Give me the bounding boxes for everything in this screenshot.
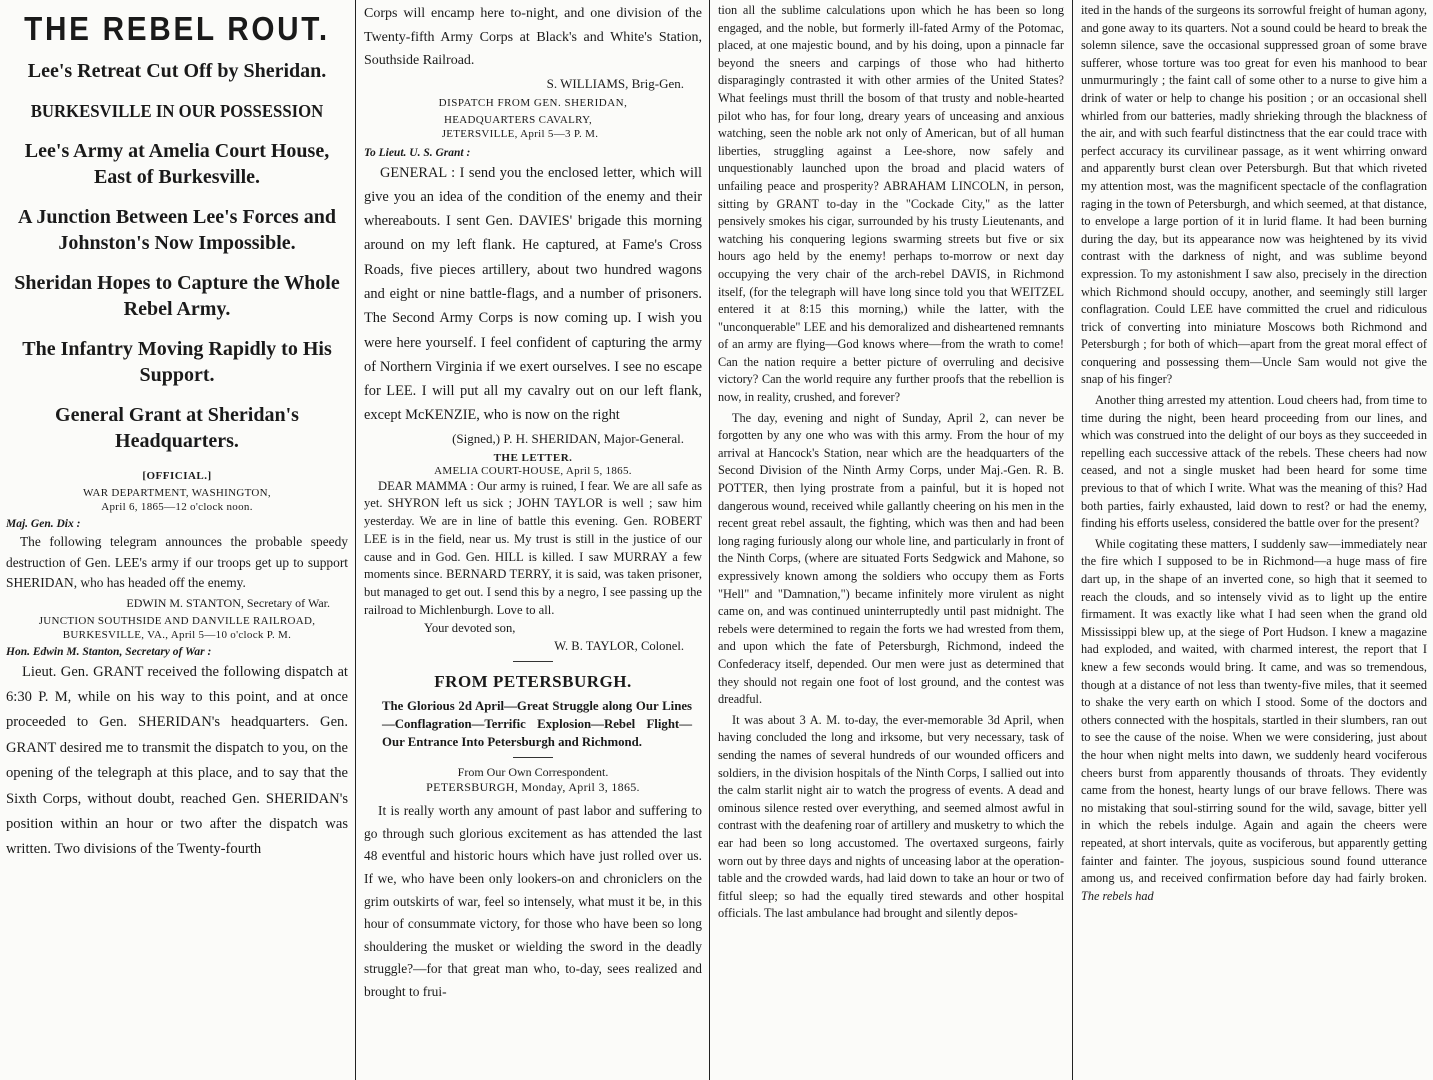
deck-capture: Sheridan Hopes to Capture the Whole Rebel Army. — [14, 272, 340, 320]
deck-grant: General Grant at Sheridan's Headquarters. — [55, 404, 299, 452]
correspondent-line: From Our Own Correspondent. — [457, 765, 609, 780]
deck-burkesville: BURKESVILLE IN OUR POSSESSION — [30, 101, 324, 121]
column-rule-2 — [709, 0, 710, 1080]
column-4 — [1075, 0, 1433, 1080]
column-1 — [0, 0, 354, 1080]
explosion-text: While cogitating these matters, I suddenly saw—immediately near the fire which I supposed to be in Richmond—a huge mass of fire dart up, in the shape of an inverted cone, so high that it seemed to reach the clouds, and so intensely vivid as to light up the entire firmament. It was exactly like what I had seen when the grand old Mississippi blew up, at the siege of Port Hudson. I knew a magazine had exploded, and waited, with charmed interest, the report that I knew a few seconds would bring. It came, and was so tremendous, though at a distance of not less than twenty-five miles, that it seemed to shake the very earth on which I stood. Some of the doctors and others connected with the hospitals, startled in their slumbers, ran out to see the cause of the noise. When we were considering, just about the hour when night melts into dawn, we suddenly heard vociferous cheers burst from apparently thousands of throats. They evidently came from the honest, hearty lungs of our brave fellows. There was no mistaking that soul-stirring sound for the wild, savage, bitter yell in which the rebels indulge. Again and again the cheers were repeated, at short intervals, quite as vociferous, but apparently getting fainter and fainter. The joyous, suspicious sound found utterance among us, and received confirmation before day had fairly broken. — [1081, 536, 1427, 886]
dateline-war-dept-time: April 6, 1865—12 o'clock noon. — [101, 501, 253, 513]
dateline-jetersville: JETERSVILLE, April 5—3 P. M. — [441, 127, 599, 140]
paragraph-april-2: The day, evening and night of Sunday, April 2, can never be forgotten by any one who was with this army. From the hour of my arrival at Hancock's Station, near which are the headquarters of the Second Division of the Ninth Army Corps, under Maj.-Gen. R. B. POTTER, then lying prostrate from a painful, but it is hoped not dangerous wound, received while gallantly cheering on his men in the recent great rebel assault, the fighting, which was then and had been long raging furiously along our whole line, and particularly in front of the Ninth Corps, (where are situated Forts Sedgwick and Mahone, so expressively known among the soldiers who occupy them as Forts "Hell" and "Damnation,") became infinitely more virulent as night came on, and was continued uninterruptedly until past midnight. The rebels were determined to regain the forts we had wrested from them, and upon which the fate of Petersburgh, Richmond, indeed the Confederacy itself, depended. Our men were just as determined that they should not regain one foot of lost ground, and the contest was dreadful. — [718, 410, 1064, 707]
paragraph-loud-cheers: Another thing arrested my attention. Loud cheers had, from time to time during the night, been heard proceeding from our lines, and which was construed into the delight of our boys as they succeeded in repelling each successive attack of the rebels. These cheers had now ceased, and not a single musket had been heard for some time previous to that of which I write. What was the meaning of this? Had both parties, fairly exhausted, laid down to rest? or had the enemy, finding his efforts useless, considered the battle over for the present? — [1081, 393, 1427, 531]
paragraph-sorrowful-freight: ited in the hands of the surgeons its sorrowful freight of human agony, and gone away to its quarters. Not a sound could be heard to break the solemn silence, save the occasional suppressed groan of some brave sufferer, whose torture was too great for even his manhood to bear unmurmuringly ; the faint call of some other to a nurse to give him a drink of water or help to change his position ; or an occasional shell whirled from our batteries, madly shrieking through the blackness of the air, and with such fearful distinctness that the ear could trace with perfect accuracy its curvilinear passage, as it went whirring onward and apparently burst clean over Petersburgh. But that which riveted my attention most, was the magnificent spectacle of the conflagration raging in the town of Petersburgh, and which seemed, at that distance, to envelope a large portion of it in lurid flame. It had been burning during the day, but its appearance now was heightened by its vivid contrast with the darkness of night, and was sublime beyond expression. To my astonishment I saw also, precisely in the direction which Richmond should occupy, another, and seemingly still larger conflagration. Could LEE have committed the cruel and ridiculous trick of converting into miniature Moscows both Richmond and Petersburgh ; for both of which—apart from the great moral effect of conquering and possessing them—Uncle Sam would not give the snap of his finger? — [1081, 3, 1427, 387]
paragraph-explosion — [1081, 536, 1427, 905]
paragraph-worth-labor: It is really worth any amount of past labor and suffering to go through such glorious excitement as has attended the last 48 eventful and historic hours which have just rolled over us. If we, who have been only lookers-on and chroniclers on the grim outskirts of war, feel so intensely, what must it be, in this hour of consummate victory, for those who have been so long shouldering the musket or wielding the sword in the deadly struggle?—for that great man who, to-day, sees realized and brought to frui- — [364, 803, 702, 999]
from-petersburgh-deck: The Glorious 2d April—Great Struggle along Our Lines—Conflagration—Terrific Explosion—Rebel Flight—Our Entrance Into Petersburgh and Richmond. — [382, 699, 692, 749]
dateline-burkesville: BURKESVILLE, VA., April 5—10 o'clock P. M. — [62, 628, 292, 641]
paragraph-3am: It was about 3 A. M. to-day, the ever-memorable 3d April, when having concluded the long and irksome, but very necessary, task of sending the names of several hundreds of our wounded officers and soldiers, in the division hospitals of the Ninth Corps, I sallied out into the calm starlit night air to watch the progress of events. A dead and ominous silence rested over everything, and seemed almost awful in contrast with the deafening roar of artillery and musketry to which the ear had been so long accustomed. The overtaxed surgeons, fairly worn out by three days and nights of unceasing labor at the operation-table and the crowded wards, had laid down to take an hour or two of fitful sleep; so had the equally tired stewards and other hospital officials. The last ambulance had brought and silently depos- — [718, 712, 1064, 921]
section-divider — [513, 661, 553, 662]
paragraph-letter: DEAR MAMMA : Our army is ruined, I fear. We are all safe as yet. SHYRON left us sick ; JOHN TAYLOR is well ; saw him yesterday. We are in line of battle this evening. Gen. ROBERT LEE is in the field, near us. My trust is still in the justice of our cause and in God. Gen. HILL is killed. I saw MURRAY a few moments since. BERNARD TERRY, it is said, was taken prisoner, but managed to get out. I send this by a negro, I see passing up the railroad to Michlenburgh. Love to all. — [364, 478, 702, 617]
dispatch-heading: DISPATCH FROM GEN. SHERIDAN, — [438, 96, 628, 109]
column-rule-3 — [1072, 0, 1073, 1080]
letter-heading: THE LETTER. — [493, 451, 573, 464]
main-headline: THE REBEL ROUT. — [24, 10, 330, 47]
salute-dix: Maj. Gen. Dix : — [6, 518, 81, 530]
paragraph-sublime-calculations: tion all the sublime calculations upon which he has been so long engaged, and the noble, but formerly ill-fated Army of the Potomac, placed, at one majestic bound, and by his doing, upon a pinnacle far beyond the sneers and carpings of those who had hitherto disparagingly contrasted it with other armies of the United States? What feelings must thrill the bosom of that trusty and noble-hearted pilot who has, for four long, dreary years of unceasing and anxious watching, seen the noble ark not only of American, but of all human liberties, struggling against a Lee-shore, now safely and unquestionably launched upon the broad and placid waters of unfailing peace and prosperity? ABRAHAM LINCOLN, in person, sitting by GRANT to-day in the "Cockade City," as the latter pensively smokes his cigar, surrounded by his trusty Lieutenants, and watching his conquering legions swarming streets but five or six hours ago held by the enemy! perhaps to-morrow or next day occupying the very chair of the arch-rebel DAVIS, in Richmond itself, (for the telegraph will have long since told you that WEITZEL entered it at 8:15 this morning,) while the latter, with the "unconquerable" LEE and his demoralized and disheartened remnants of an army are flying—God knows where—from the wrath to come! Can the nation require a better picture of overruling and decisive victory? Can the world require any further proofs that the rebellion is now, in reality, crushed, and forever? — [718, 3, 1064, 405]
official-label: [OFFICIAL.] — [142, 470, 212, 482]
letter-closing: Your devoted son, — [424, 621, 516, 636]
paragraph-telegram: The following telegram announces the probable speedy destruction of Gen. LEE's army if our troops get up to support SHERIDAN, who has headed off the enemy. — [6, 534, 348, 590]
from-petersburgh-heading: FROM PETERSBURGH. — [434, 672, 632, 692]
paragraph-corps-encamp: Corps will encamp here to-night, and one division of the Twenty-fifth Army Corps at Black's and White's Station, Southside Railroad. — [364, 6, 702, 68]
dateline-junction: JUNCTION SOUTHSIDE AND DANVILLE RAILROAD, — [38, 614, 316, 627]
deck-lee-retreat: Lee's Retreat Cut Off by Sheridan. — [27, 60, 327, 82]
column-rule-1 — [355, 0, 356, 1080]
correspondent-dateline: PETERSBURGH, Monday, April 3, 1865. — [426, 780, 640, 795]
column-3 — [712, 0, 1070, 1080]
section-divider-2 — [513, 757, 553, 758]
signer-stanton: EDWIN M. STANTON, Secretary of War. — [126, 595, 330, 610]
dateline-hq-cavalry: HEADQUARTERS CAVALRY, — [443, 113, 593, 126]
deck-infantry: The Infantry Moving Rapidly to His Support. — [22, 338, 332, 386]
signer-taylor: W. B. TAYLOR, Colonel. — [554, 639, 684, 654]
deck-amelia: Lee's Army at Amelia Court House, East of Burkesville. — [24, 140, 330, 188]
salute-stanton: Hon. Edwin M. Stanton, Secretary of War : — [6, 645, 212, 658]
dateline-war-dept: WAR DEPARTMENT, WASHINGTON, — [83, 487, 271, 499]
signer-williams: S. WILLIAMS, Brig-Gen. — [546, 75, 684, 91]
paragraph-grant-dispatch: Lieut. Gen. GRANT received the following dispatch at 6:30 P. M, while on his way to this point, and at once proceeded to Gen. SHERIDAN's headquarters. Gen. GRANT desired me to transmit the dispatch to you, on the opening of the telegraph at this place, and to say that the Sixth Corps, without doubt, reached Gen. SHERIDAN's position within an hour or two after the dispatch was written. Two divisions of the Twenty-fourth — [6, 663, 348, 858]
explosion-tail: The rebels had — [1081, 888, 1154, 903]
deck-junction: A Junction Between Lee's Forces and Johnston's Now Impossible. — [18, 206, 336, 254]
letter-dateline: AMELIA COURT-HOUSE, April 5, 1865. — [434, 464, 632, 477]
salute-grant: To Lieut. U. S. Grant : — [364, 146, 471, 159]
signer-sheridan: (Signed,) P. H. SHERIDAN, Major-General. — [452, 430, 684, 446]
paragraph-sheridan-dispatch: GENERAL : I send you the enclosed letter, which will give you an idea of the condition of the enemy and their whereabouts. I sent Gen. DAVIES' brigade this morning around on my left flank. He captured, at Fame's Cross Roads, five pieces artillery, about two hundred wagons and eight or nine battle-flags, and a number of prisoners. The Second Army Corps is now coming up. I wish you were here yourself. I feel confident of capturing the army of Northern Virginia if we exert ourselves. I see no escape for LEE. I will put all my cavalry out on our left flank, except McKENZIE, who is now on the right — [364, 164, 702, 424]
column-2 — [358, 0, 708, 1080]
